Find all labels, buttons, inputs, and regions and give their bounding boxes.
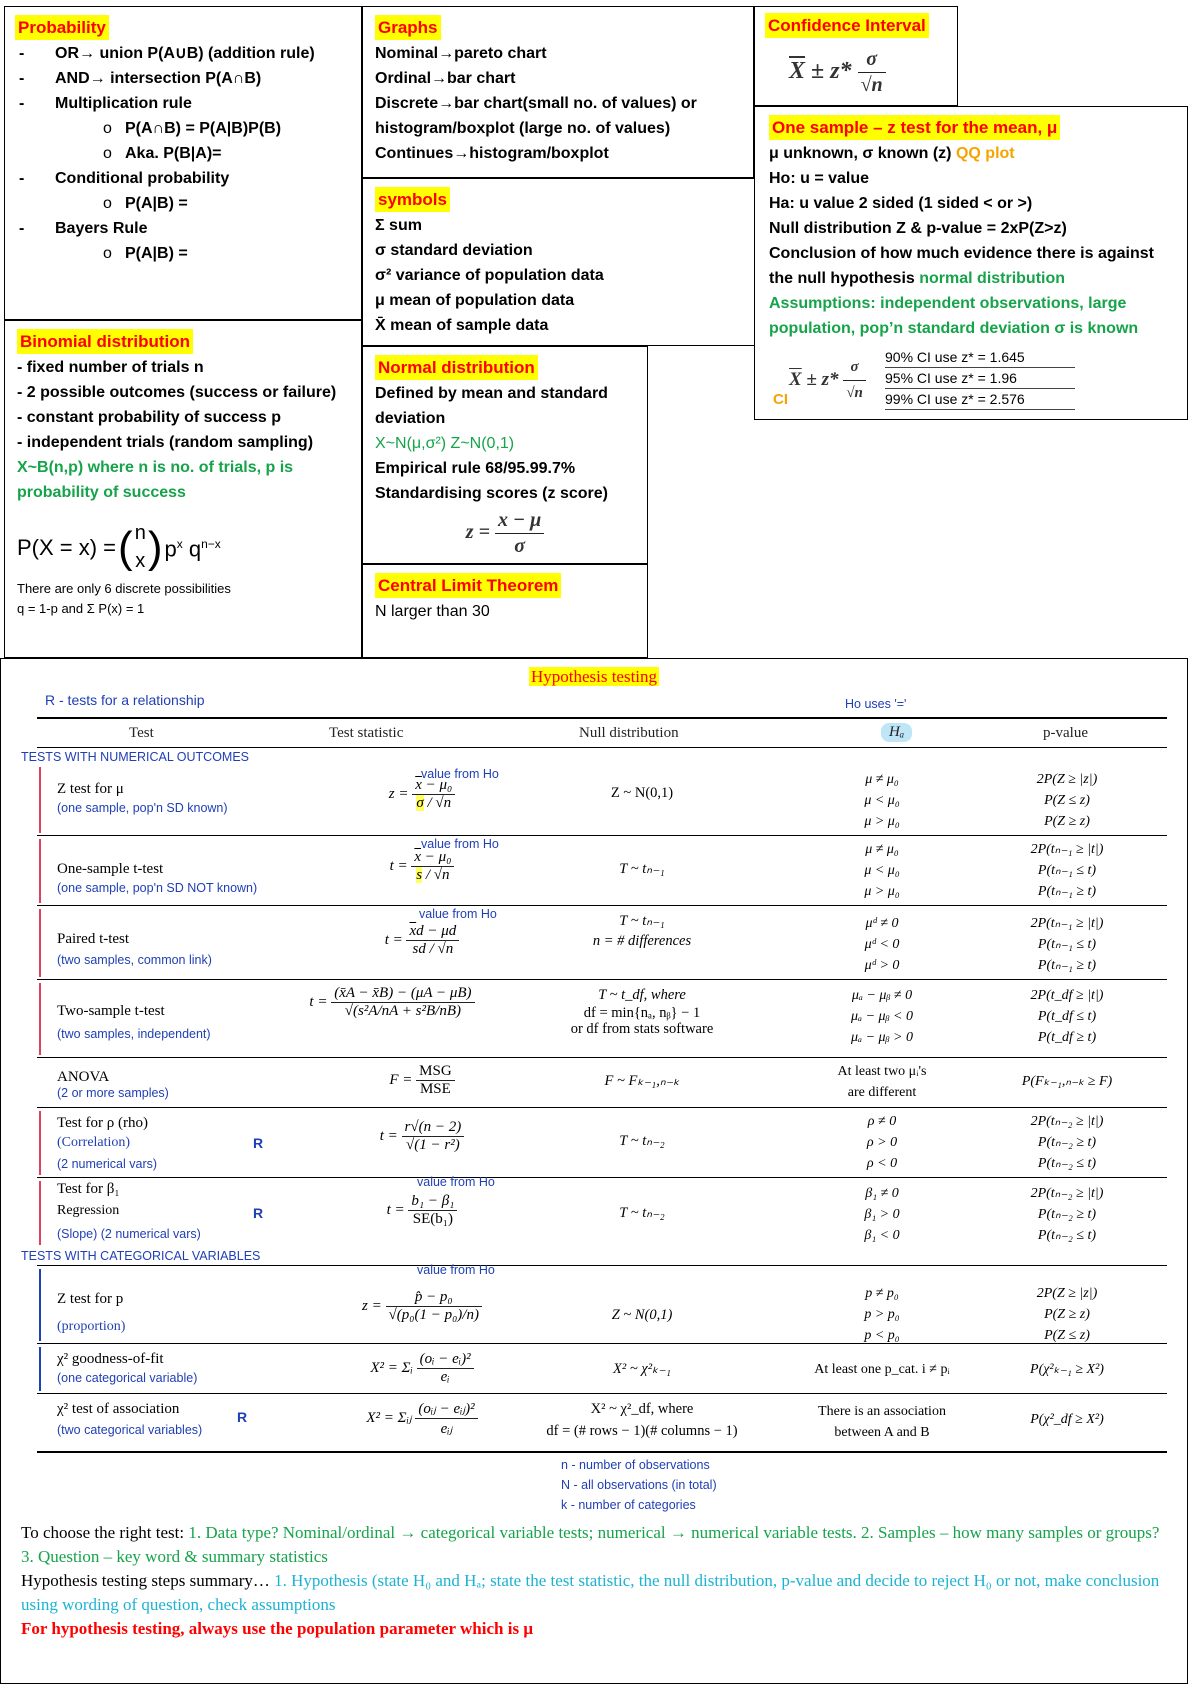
symbols-title: symbols <box>375 187 450 212</box>
null-dist: X² ~ χ²ₖ₋₁ <box>613 1361 671 1377</box>
test-sub: (proportion) <box>57 1319 126 1334</box>
prob-item-mult: - Multiplication rule <box>15 91 351 116</box>
symbols-box <box>362 178 754 346</box>
test-statistic: F = $\frac{\text{MSG}}{\text{MSE}}$ <box>307 1063 537 1098</box>
section-categorical: TESTS WITH CATEGORICAL VARIABLES <box>21 1249 261 1263</box>
one-sample-title: One sample – z test for the mean, μ <box>769 115 1060 140</box>
legend-item: n - number of observations <box>561 1458 710 1472</box>
z-score-formula: z = $\frac{x - \mu}{\sigma}$ <box>375 508 635 559</box>
header-null: Null distribution <box>579 725 679 741</box>
test-sub: (two samples, independent) <box>57 1027 211 1041</box>
ci-row: 95% CI use z* = 1.96 <box>885 368 1075 389</box>
table-row <box>37 1263 1167 1343</box>
probability-box <box>4 6 362 320</box>
graphs-box <box>362 6 754 178</box>
header-rule <box>37 717 1167 719</box>
test-name: χ² goodness-of-fit <box>57 1351 164 1367</box>
prob-cond-sub: o P(A|B) = <box>15 191 351 216</box>
binomial-line: - independent trials (random sampling) <box>17 434 314 451</box>
population-parameter-note: For hypothesis testing, always use the population parameter which is μ <box>21 1619 533 1638</box>
steps-summary: Hypothesis testing steps summary… 1. Hypothesis (state H₀ and Hₐ; state the test statistic, the null distribution, p-value and decide to reject H₀ or not, make conclusion using wording of question, check assumptions <box>21 1571 1160 1614</box>
relationship-label: R <box>253 1205 264 1221</box>
row-bar <box>39 1269 41 1341</box>
ci-formula: $\overline{X} \pm z*$ $\frac{\sigma}{√n}$ <box>789 47 947 98</box>
table-row <box>37 1395 1167 1449</box>
choose-test-note: To choose the right test: 1. Data type? Nominal/ordinal → categorical variable tests; numerical → numerical variable tests. 2. Samples – how many samples or groups? 3. Question – key word & summary statistics <box>21 1523 1160 1566</box>
relationship-label: R <box>253 1135 264 1151</box>
null-dist: T ~ tₙ₋₂ <box>619 1205 665 1221</box>
null-dist-detail: df = min{nₐ, nᵦ} − 1 <box>583 1005 701 1021</box>
prob-item-and: - AND→ intersection P(A∩B) <box>15 66 351 91</box>
test-sub: (two categorical variables) <box>57 1423 203 1437</box>
p-value: 2P(Z ≥ |z|) P(Z ≤ z) P(Z ≥ z) <box>1036 772 1098 829</box>
p-value: P(χ²_df ≥ X²) <box>1030 1412 1104 1427</box>
test-statistic: z = $\frac{\overline{x} - \mu_0}{\sigma / √n}$ <box>307 777 537 812</box>
binomial-note: There are only 6 discrete possibilities <box>17 581 231 596</box>
null-dist: T ~ tₙ₋₁ <box>619 913 665 929</box>
binomial-title: Binomial distribution <box>17 329 193 354</box>
test-name: Two-sample t-test <box>57 1003 165 1019</box>
test-sub: (Correlation) <box>57 1135 131 1150</box>
header-pvalue: p-value <box>1043 725 1088 741</box>
value-from-ho: value from Ho <box>419 907 497 921</box>
test-name: χ² test of association <box>57 1401 180 1417</box>
alt-hyp: There is an association between A and B <box>818 1404 946 1440</box>
alt-hyp: ρ ≠ 0 ρ > 0 ρ < 0 <box>866 1114 898 1171</box>
null-dist: F ~ Fₖ₋₁,ₙ₋ₖ <box>604 1073 680 1089</box>
test-statistic: t = $\frac{\text{b₁ − β₁}}{\text{SE(b₁)}}$ <box>307 1193 537 1228</box>
test-name: ANOVA <box>57 1069 110 1085</box>
clt-text: N larger than 30 <box>375 603 490 620</box>
clt-title: Central Limit Theorem <box>375 573 561 598</box>
value-from-ho: value from Ho <box>417 1263 495 1277</box>
symbol-line: μ mean of population data <box>375 292 575 309</box>
normal-line: Defined by mean and standard deviation <box>375 385 608 427</box>
p-value: 2P(Z ≥ |z|) P(Z ≥ z) P(Z ≤ z) <box>1036 1286 1098 1343</box>
row-rule <box>37 1177 1167 1178</box>
test-sub: (two samples, common link) <box>57 953 212 967</box>
header-test: Test <box>129 725 154 741</box>
table-row <box>37 1059 1167 1107</box>
test-statistic: t = $\frac{\overline{x} - \mu_0}{s / √n}$ <box>307 849 537 884</box>
binomial-def: X~B(n,p) where n is no. of trials, p is probability of success <box>17 459 294 501</box>
prob-mult-sub-2: o Aka. P(B|A)= <box>15 141 351 166</box>
ci-formula-small: $\overline{X} \pm z*$ $\frac{\sigma}{√n}$ <box>789 355 866 406</box>
symbol-line: Σ sum <box>375 217 422 234</box>
ci-row: 99% CI use z* = 2.576 <box>885 389 1075 410</box>
header-ha: Hₐ <box>881 723 912 742</box>
test-name: Test for β₁ <box>57 1181 120 1197</box>
binomial-line: - constant probability of success p <box>17 409 282 426</box>
prob-item-bayes: - Bayers Rule <box>15 216 351 241</box>
probability-title: Probability <box>15 15 109 40</box>
table-row <box>37 1345 1167 1393</box>
graphs-title: Graphs <box>375 15 441 40</box>
row-bar <box>39 983 41 1055</box>
test-sub: Regression <box>57 1203 120 1218</box>
binomial-box <box>4 320 362 658</box>
confidence-box <box>754 6 958 106</box>
one-sample-line: Null distribution Z & p-value = 2xP(Z>z) <box>769 220 1067 237</box>
hypothesis-box <box>0 658 1188 1684</box>
row-bar <box>39 1347 41 1391</box>
assumptions: Assumptions: independent observations, large population, pop’n standard deviation σ is known <box>769 295 1139 337</box>
alt-hyp: p ≠ p₀ p > p₀ p < p₀ <box>864 1286 900 1343</box>
header-statistic: Test statistic <box>329 725 404 741</box>
normal-line: Standardising scores (z score) <box>375 485 608 502</box>
test-statistic: t = $\frac{\overline{x}d - \mu d}{sd / √n}$ <box>307 923 537 958</box>
symbol-line: σ² variance of population data <box>375 267 604 284</box>
graphs-line: Nominal→pareto chart <box>375 45 547 62</box>
one-sample-line: Ho: u = value <box>769 170 870 187</box>
alt-hyp: μ ≠ μ₀ μ < μ₀ μ > μ₀ <box>864 842 900 899</box>
test-sub: (one categorical variable) <box>57 1371 198 1385</box>
row-rule <box>37 835 1167 836</box>
null-dist: X² ~ χ²_df, where <box>590 1401 694 1417</box>
null-dist-detail: n = # differences <box>592 933 692 949</box>
graphs-line: Ordinal→bar chart <box>375 70 516 87</box>
row-rule <box>37 1393 1167 1394</box>
symbol-line: σ standard deviation <box>375 242 533 259</box>
alt-hyp: μᵈ ≠ 0 μᵈ < 0 μᵈ > 0 <box>864 916 900 973</box>
p-value: 2P(tₙ₋₁ ≥ |t|) P(tₙ₋₁ ≤ t) P(tₙ₋₁ ≥ t) <box>1030 842 1104 899</box>
one-sample-line: μ unknown, σ known (z) QQ plot <box>769 145 1015 162</box>
test-sub: (2 or more samples) <box>57 1086 169 1100</box>
alt-hyp: At least one p_cat. i ≠ pᵢ <box>814 1362 950 1377</box>
table-row <box>37 767 1167 835</box>
p-value: P(Fₖ₋₁,ₙ₋ₖ ≥ F) <box>1021 1074 1113 1089</box>
table-bottom-rule <box>37 1451 1167 1453</box>
qq-plot-label: QQ plot <box>955 145 1015 162</box>
table-row <box>37 837 1167 905</box>
row-bar <box>39 1181 41 1245</box>
test-statistic: t = $\frac{(x̄A - x̄B) - (\mu A - \mu B)}{\text{√(s²A/nA + s²B/nB)}}$ <box>247 985 537 1020</box>
p-value: 2P(t_df ≥ |t|) P(t_df ≤ t) P(t_df ≥ t) <box>1030 988 1104 1045</box>
normal-box <box>362 346 648 564</box>
table-row <box>37 907 1167 979</box>
binomial-formula: P(X = x) = ( n x ) $p^x$ $q^{n-x}$ <box>17 522 221 572</box>
symbol-line: X̄ mean of sample data <box>375 317 549 334</box>
binomial-line: - 2 possible outcomes (success or failure) <box>17 384 337 401</box>
row-rule <box>37 1057 1167 1058</box>
row-bar <box>39 839 41 903</box>
null-dist: T ~ t_df, where <box>598 987 686 1003</box>
alt-hyp: μₐ − μᵦ ≠ 0 μₐ − μᵦ < 0 μₐ − μᵦ > 0 <box>850 988 914 1045</box>
p-value: 2P(tₙ₋₁ ≥ |t|) P(tₙ₋₁ ≤ t) P(tₙ₋₁ ≥ t) <box>1030 916 1104 973</box>
p-value: 2P(tₙ₋₂ ≥ |t|) P(tₙ₋₂ ≥ t) P(tₙ₋₂ ≤ t) <box>1030 1186 1104 1243</box>
test-name: Z test for μ <box>57 781 124 797</box>
ho-note: Ho uses '=' <box>845 697 907 711</box>
alt-hyp: At least two μᵢ's are different <box>837 1064 927 1100</box>
test-sub-2: (2 numerical vars) <box>57 1157 158 1171</box>
binomial-note: q = 1-p and Σ P(x) = 1 <box>17 601 145 616</box>
null-dist: Z ~ N(0,1) <box>610 785 674 801</box>
table-row <box>37 1109 1167 1177</box>
test-statistic: t = $\frac{r√(n - 2)}{\text{√(1 − r²)}}$ <box>307 1119 537 1154</box>
null-dist-detail: or df from stats software <box>570 1021 714 1037</box>
test-statistic: X² = Σᵢⱼ $\frac{\text{(oᵢⱼ − eᵢⱼ)²}}{\text{eᵢⱼ}}$ <box>307 1399 537 1438</box>
binomial-line: - fixed number of trials n <box>17 359 204 376</box>
row-rule <box>37 979 1167 980</box>
one-sample-box <box>754 106 1188 420</box>
alt-hyp: β₁ ≠ 0 β₁ > 0 β₁ < 0 <box>864 1186 900 1243</box>
legend-item: k - number of categories <box>561 1498 696 1512</box>
alt-hyp: μ ≠ μ₀ μ < μ₀ μ > μ₀ <box>864 772 900 829</box>
prob-item-or: - OR→ union P(A∪B) (addition rule) <box>15 41 351 66</box>
legend-item: N - all observations (in total) <box>561 1478 717 1492</box>
test-statistic: X² = Σᵢ $\frac{\text{(oᵢ − eᵢ)²}}{\text{eᵢ}}$ <box>307 1351 537 1386</box>
row-bar <box>39 1111 41 1175</box>
row-bar <box>39 909 41 977</box>
test-name: Z test for p <box>57 1291 124 1307</box>
normal-dist-label: normal distribution <box>919 270 1066 287</box>
test-sub: (one sample, pop'n SD known) <box>57 801 228 815</box>
one-sample-line: Conclusion of how much evidence there is against the null hypothesis normal distribution <box>769 245 1154 287</box>
value-from-ho: value from Ho <box>421 767 499 781</box>
prob-item-cond: - Conditional probability <box>15 166 351 191</box>
normal-def: X~N(μ,σ²) Z~N(0,1) <box>375 435 515 452</box>
value-from-ho: value from Ho <box>421 837 499 851</box>
clt-box <box>362 564 648 658</box>
hypothesis-title: Hypothesis testing <box>530 667 658 686</box>
table-row <box>37 981 1167 1057</box>
legend <box>561 1455 717 1515</box>
normal-line: Empirical rule 68/95.99.7% <box>375 460 576 477</box>
value-from-ho: value from Ho <box>417 1175 495 1189</box>
test-name: Paired t-test <box>57 931 130 947</box>
header-rule <box>37 747 1167 748</box>
p-value: P(χ²ₖ₋₁ ≥ X²) <box>1030 1362 1104 1377</box>
ci-table <box>769 347 1169 413</box>
ci-row: 90% CI use z* = 1.645 <box>885 347 1075 368</box>
test-sub: (one sample, pop'n SD NOT known) <box>57 881 258 895</box>
test-sub-2: (Slope) (2 numerical vars) <box>57 1227 201 1241</box>
row-rule <box>37 1107 1167 1108</box>
row-rule <box>37 1343 1167 1344</box>
table-row <box>37 1175 1167 1247</box>
p-value: 2P(tₙ₋₂ ≥ |t|) P(tₙ₋₂ ≥ t) P(tₙ₋₂ ≤ t) <box>1030 1114 1104 1171</box>
ci-label: CI <box>773 391 788 408</box>
test-name: One-sample t-test <box>57 861 164 877</box>
section-numerical: TESTS WITH NUMERICAL OUTCOMES <box>21 750 250 764</box>
null-dist: T ~ tₙ₋₁ <box>619 861 665 877</box>
null-dist: Z ~ N(0,1) <box>611 1307 673 1323</box>
row-rule <box>37 1265 1167 1266</box>
null-dist: T ~ tₙ₋₂ <box>619 1133 665 1149</box>
graphs-line: Discrete→bar chart(small no. of values) or histogram/boxplot (large no. of values) <box>375 95 697 137</box>
relationship-label: R <box>237 1409 248 1425</box>
prob-bayes-sub: o P(A|B) = <box>15 241 351 266</box>
r-note: R - tests for a relationship <box>45 692 205 708</box>
confidence-title: Confidence Interval <box>765 13 929 38</box>
graphs-line: Continues→histogram/boxplot <box>375 145 609 162</box>
row-rule <box>37 905 1167 906</box>
normal-title: Normal distribution <box>375 355 538 380</box>
null-dist-detail: df = (# rows − 1)(# columns − 1) <box>546 1423 738 1439</box>
test-statistic: z = $\frac{\text{p̂ − p₀}}{\text{√(p₀(1 − p₀)/n)}}$ <box>307 1289 537 1324</box>
prob-mult-sub-1: o P(A∩B) = P(A|B)P(B) <box>15 116 351 141</box>
test-name: Test for ρ (rho) <box>57 1115 148 1131</box>
row-bar <box>39 767 41 833</box>
one-sample-line: Ha: u value 2 sided (1 sided < or >) <box>769 195 1033 212</box>
